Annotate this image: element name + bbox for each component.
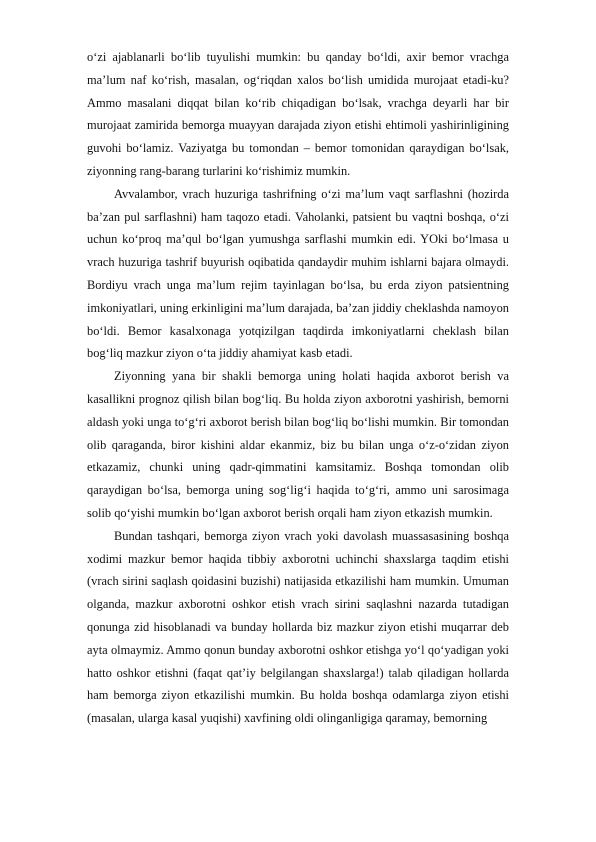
paragraph-confidentiality-harm: Bundan tashqari, bemorga ziyon vrach yoki davolash muassasasining boshqa xodimi mazkur bemor haqida tibbiy axborotni uchinchi shaxslarga taqdim etishi (vrach sirini saqlash qoidasini buzishi) natijasida etkazilishi ham mumkin. Umuman olganda, mazkur axborotni oshkor etish vrach sirini saqlashni nazarda tutadigan qonunga zid hisoblanadi va bunday hollarda biz mazkur ziyon etishi muqarrar deb ayta olmaymiz. Ammo qonun bunday axborotni oshkor etishga yo‘l qo‘yadigan yoki hatto oshkor etishni (faqat qat’iy belgilangan shaxslarga!) talab qiladigan hollarda ham bemorga ziyon etkazilishi mumkin. Bu holda boshqa odamlarga ziyon etishi (masalan, ularga kasal yuqishi) xavfining oldi olinganligiga qaramay, bemorning	[87, 528, 509, 726]
document-page	[87, 46, 509, 730]
paragraph-time-and-restrictions: Avvalambor, vrach huzuriga tashrifning o‘zi ma’lum vaqt sarflashni (hozirda ba’zan pul sarflashni) ham taqozo etadi. Vaholanki, patsient bu vaqtni boshqa, o‘zi uchun ko‘proq ma’qul bo‘lgan yumushga sarflashi mumkin edi. YOki bo‘lmasa u vrach huzuriga tashrif buyurish oqibatida qandaydir muhim ishlarni bajara olmaydi. Bordiyu vrach unga ma’lum rejim tayinlagan bo‘lsa, bu erda ziyon patsientning imkoniyatlari, uning erkinligini ma’lum darajada, ba’zan jiddiy cheklashda namoyon bo‘ldi. Bemor kasalxonaga yotqizilgan taqdirda imkoniyatlarni cheklash bilan bog‘liq mazkur ziyon o‘ta jiddiy ahamiyat kasb etadi.	[87, 186, 509, 361]
paragraph-information-harm: Ziyonning yana bir shakli bemorga uning holati haqida axborot berish va kasallikni prognoz qilish bilan bog‘liq. Bu holda ziyon axborotni yashirish, bemorni aldash yoki unga to‘g‘ri axborot berish bilan bog‘liq bo‘lishi mumkin. Bir tomondan olib qaraganda, biror kishini aldar ekanmiz, biz bu bilan unga o‘z-o‘zidan ziyon etkazamiz, chunki uning qadr-qimmatini kamsitamiz. Boshqa tomondan olib qaraydigan bo‘lsa, bemorga uning sog‘lig‘i haqida to‘g‘ri, ammo uni sarosimaga solib qo‘yishi mumkin bo‘lgan axborot berish orqali ham ziyon etkazish mumkin.	[87, 369, 509, 520]
paragraph-continuation: o‘zi ajablanarli bo‘lib tuyulishi mumkin: bu qanday bo‘ldi, axir bemor vrachga ma’lum naf ko‘rish, masalan, og‘riqdan xalos bo‘lish umidida murojaat etadi-ku? Ammo masalani diqqat bilan ko‘rib chiqadigan bo‘lsak, vrachga deyarli har bir murojaat zamirida bemorga muayyan darajada ziyon etishi ehtimoli yashirinligining guvohi bo‘lamiz. Vaziyatga bu tomondan – bemor tomonidan qaraydigan bo‘lsak, ziyonning rang-barang turlarini ko‘rishimiz mumkin.	[87, 50, 509, 178]
